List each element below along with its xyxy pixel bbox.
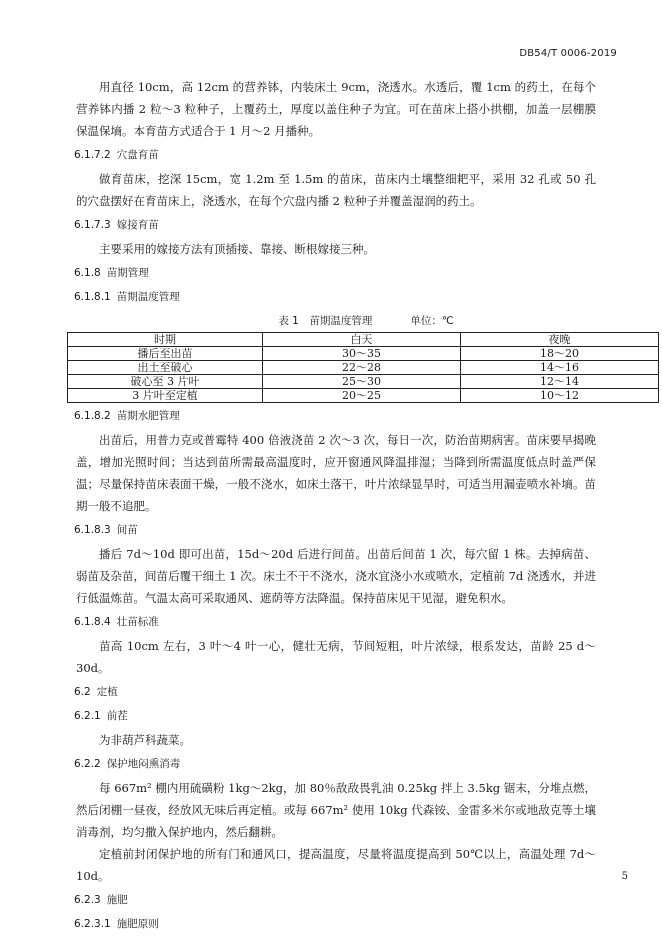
- section-number: 6.2.1: [74, 710, 101, 722]
- table-row: [68, 361, 659, 375]
- page-number: 5: [621, 871, 628, 882]
- table-cell: 10～12: [461, 389, 659, 403]
- section-heading: [74, 753, 596, 775]
- paragraph: 播后 7d～10d 即可出苗，15d～20d 后进行间苗。出苗后间苗 1 次，每穴留 1 株。去掉病苗、弱苗及杂苗，间苗后覆干细土 1 次。床土不干不浇水，浇水宜浇小水或喷水，定植前 7d 浇透水，并进行低温炼苗。气温太高可采取通风、遮荫等方法降温。保持苗床见干见湿，避免积水。: [76, 547, 596, 605]
- section-title: 壮苗标准: [116, 616, 159, 628]
- section-heading: [74, 286, 596, 308]
- section-title: 苗期管理: [106, 267, 149, 279]
- section-number: 6.1.8.1: [74, 291, 111, 303]
- table-cell: 18～20: [461, 347, 659, 361]
- section-title: 前茬: [106, 710, 128, 722]
- section-number: 6.1.8.2: [74, 410, 111, 422]
- paragraph: 主要采用的嫁接方法有顶插接、靠接、断根嫁接三种。: [99, 242, 375, 256]
- section-title: 保护地闷熏消毒: [106, 758, 181, 770]
- table-cell: 30～35: [263, 347, 461, 361]
- table-caption: [136, 310, 596, 332]
- table-row: [68, 389, 659, 403]
- section-heading: [74, 214, 596, 236]
- paragraph: 出苗后，用普力克或普霉特 400 倍液浇苗 2 次～3 次，每日一次，防治苗期病害。苗床要早揭晚盖，增加光照时间；当达到苗所需最高温度时，应开窗通风降温排湿；当降到所需温度低点时盖严保温；尽量保持苗床表面干燥，一般不浇水，如床土落干，叶片浓绿显旱时，可适当用漏壶喷水补墒。苗期一般不追肥。: [76, 433, 596, 513]
- table-cell: 3 片叶至定植: [68, 389, 263, 403]
- section-heading: [74, 889, 596, 911]
- paragraph: 做育苗床，挖深 15cm，宽 1.2m 至 1.5m 的苗床，苗床内土壤整细耙平，采用 32 孔或 50 孔的穴盘摆好在育苗床上，浇透水，在每个穴盘内播 2 粒种子并覆盖湿润的药土。: [76, 172, 596, 208]
- section-title: 苗期温度管理: [116, 291, 180, 303]
- column-header: 白天: [263, 333, 461, 347]
- section-title: 施肥原则: [116, 918, 159, 930]
- section-number: 6.2.2: [74, 758, 101, 770]
- section-title: 定植: [96, 686, 118, 698]
- table-cell: 14～16: [461, 361, 659, 375]
- column-header: 夜晚: [461, 333, 659, 347]
- section-number: 6.2.3: [74, 894, 101, 906]
- section-title: 间苗: [116, 524, 138, 536]
- section-number: 6.1.8: [74, 267, 101, 279]
- table-title: 表 1 苗期温度管理: [278, 315, 373, 327]
- section-heading: [74, 519, 596, 541]
- standard-code: DB54/T 0006-2019: [519, 48, 617, 59]
- section-title: 嫁接育苗: [116, 219, 159, 231]
- table-cell: 25～30: [263, 375, 461, 389]
- table-cell: 22～28: [263, 361, 461, 375]
- table-row: [68, 375, 659, 389]
- column-header: 时期: [68, 333, 263, 347]
- section-heading: [74, 705, 596, 727]
- paragraph: 用直径 10cm，高 12cm 的营养钵，内装床土 9cm，浇透水。水透后，覆 1cm 的药土，在每个营养钵内播 2 粒～3 粒种子，上覆药土，厚度以盖住种子为宜。可在苗床上搭小拱棚，加盖一层棚膜保温保墒。本育苗方式适合于 1 月～2 月播种。: [76, 80, 596, 138]
- section-number: 6.1.8.4: [74, 616, 111, 628]
- table-row: [68, 347, 659, 361]
- document-body: [76, 76, 596, 937]
- section-number: 6.1.8.3: [74, 524, 111, 536]
- section-title: 苗期水肥管理: [116, 410, 180, 422]
- table-cell: 出土至破心: [68, 361, 263, 375]
- section-heading: [74, 144, 596, 166]
- table-cell: 12～14: [461, 375, 659, 389]
- table-header-row: [68, 333, 659, 347]
- section-number: 6.1.7.3: [74, 219, 111, 231]
- section-number: 6.1.7.2: [74, 149, 111, 161]
- section-heading: [74, 681, 596, 703]
- table-cell: 破心至 3 片叶: [68, 375, 263, 389]
- table-cell: 20～25: [263, 389, 461, 403]
- section-title: 施肥: [106, 894, 128, 906]
- paragraph: 每 667m² 棚内用硫磺粉 1kg～2kg，加 80％敌敌畏乳油 0.25kg 拌上 3.5kg 锯末，分堆点燃，然后闭棚一昼夜，经放风无味后再定植。或每 667m² 使用 10kg 代森铵、金雷多米尔或地敌克等土壤消毒剂，均匀撒入保护地内，然后翻耕。: [76, 781, 596, 839]
- section-heading: [74, 611, 596, 633]
- temperature-table: [67, 332, 659, 403]
- section-heading: [74, 262, 596, 284]
- section-heading: [74, 913, 596, 935]
- paragraph: 苗高 10cm 左右，3 叶～4 叶一心，健壮无病，节间短粗，叶片浓绿，根系发达，苗龄 25 d～30d。: [76, 639, 596, 675]
- section-number: 6.2: [74, 686, 91, 698]
- table-unit: 单位：℃: [410, 315, 454, 327]
- paragraph: 为非葫芦科蔬菜。: [99, 733, 191, 747]
- section-title: 穴盘育苗: [116, 149, 159, 161]
- table-cell: 播后至出苗: [68, 347, 263, 361]
- section-heading: [74, 405, 596, 427]
- paragraph: 定植前封闭保护地的所有门和通风口，提高温度，尽量将温度提高到 50℃以上，高温处理 7d～10d。: [76, 847, 596, 883]
- section-number: 6.2.3.1: [74, 918, 111, 930]
